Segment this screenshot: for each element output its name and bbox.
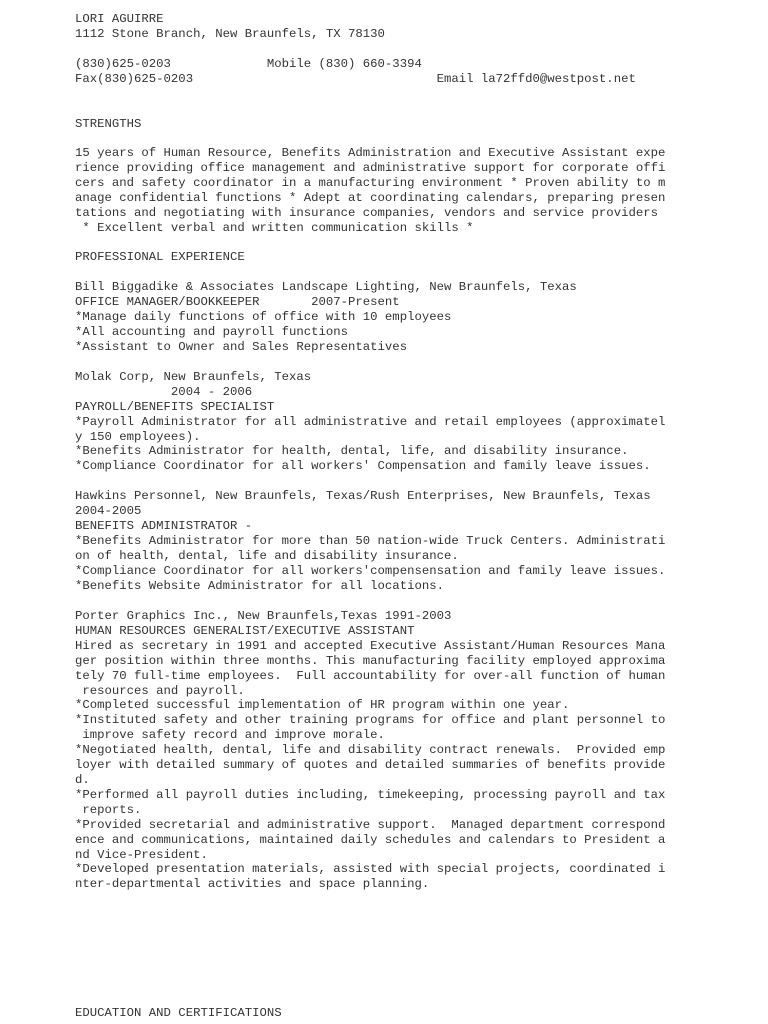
job-dates: 2004-2005 — [75, 504, 142, 518]
education-heading: EDUCATION AND CERTIFICATIONS — [75, 1006, 282, 1020]
job-detail: *Compliance Coordinator for all workers'compensensation and family leave issues. — [75, 564, 666, 578]
job-employer: Hawkins Personnel, New Braunfels, Texas/Rush Enterprises, New Braunfels, Texas — [75, 489, 651, 503]
job-title: OFFICE MANAGER/BOOKKEEPER 2007-Present — [75, 295, 400, 309]
job-dates: 2004 - 2006 — [75, 385, 253, 399]
job-detail: *Instituted safety and other training programs for office and plant personnel to — [75, 713, 666, 727]
job-detail: *Performed all payroll duties including, timekeeping, processing payroll and tax — [75, 788, 666, 802]
job-detail: ger position within three months. This manufacturing facility employed approxima — [75, 654, 666, 668]
job-detail: loyer with detailed summary of quotes and detailed summaries of benefits provide — [75, 758, 666, 772]
job-detail: tely 70 full-time employees. Full accountability for over-all function of human — [75, 669, 666, 683]
job-detail: on of health, dental, life and disability insurance. — [75, 549, 459, 563]
job-detail: nd Vice-President. — [75, 848, 208, 862]
job-detail: nter-departmental activities and space planning. — [75, 877, 430, 891]
strengths-line: rience providing office management and administrative support for corporate offi — [75, 161, 666, 175]
strengths-line: * Excellent verbal and written communication skills * — [75, 221, 474, 235]
job-detail: *Assistant to Owner and Sales Representatives — [75, 340, 408, 354]
job-detail: *Manage daily functions of office with 10 employees — [75, 310, 452, 324]
job-title: BENEFITS ADMINISTRATOR - — [75, 519, 253, 533]
job-employer: Porter Graphics Inc., New Braunfels,Texas 1991-2003 — [75, 609, 452, 623]
job-employer: Molak Corp, New Braunfels, Texas — [75, 370, 312, 384]
strengths-line: 15 years of Human Resource, Benefits Administration and Executive Assistant expe — [75, 146, 666, 160]
job-title: HUMAN RESOURCES GENERALIST/EXECUTIVE ASSISTANT — [75, 624, 415, 638]
phone-mobile-line: (830)625-0203 Mobile (830) 660-3394 — [75, 57, 422, 71]
strengths-heading: STRENGTHS — [75, 117, 142, 131]
job-detail: *Compliance Coordinator for all workers' Compensation and family leave issues. — [75, 459, 651, 473]
job-detail: reports. — [75, 803, 142, 817]
job-detail: *Developed presentation materials, assisted with special projects, coordinated i — [75, 862, 666, 876]
job-detail: *Negotiated health, dental, life and disability contract renewals. Provided emp — [75, 743, 666, 757]
job-detail: *Benefits Administrator for more than 50 nation-wide Truck Centers. Administrati — [75, 534, 666, 548]
job-title: PAYROLL/BENEFITS SPECIALIST — [75, 400, 275, 414]
job-detail: ence and communications, maintained daily schedules and calendars to President a — [75, 833, 666, 847]
job-employer: Bill Biggadike & Associates Landscape Lighting, New Braunfels, Texas — [75, 280, 577, 294]
job-detail: *Benefits Administrator for health, dental, life, and disability insurance. — [75, 444, 629, 458]
strengths-line: anage confidential functions * Adept at coordinating calendars, preparing presen — [75, 191, 666, 205]
job-detail: *Completed successful implementation of HR program within one year. — [75, 698, 570, 712]
job-detail: *Payroll Administrator for all administrative and retail employees (approximatel — [75, 415, 666, 429]
applicant-address: 1112 Stone Branch, New Braunfels, TX 78130 — [75, 27, 385, 41]
fax-email-line: Fax(830)625-0203 Email la72ffd0@westpost.net — [75, 72, 636, 86]
job-detail: d. — [75, 773, 90, 787]
job-detail: *All accounting and payroll functions — [75, 325, 349, 339]
job-detail: *Provided secretarial and administrative support. Managed department correspond — [75, 818, 666, 832]
strengths-line: cers and safety coordinator in a manufacturing environment * Proven ability to m — [75, 176, 666, 190]
job-detail: Hired as secretary in 1991 and accepted Executive Assistant/Human Resources Mana — [75, 639, 666, 653]
applicant-name: LORI AGUIRRE — [75, 12, 164, 26]
job-detail: y 150 employees). — [75, 430, 201, 444]
experience-heading: PROFESSIONAL EXPERIENCE — [75, 250, 245, 264]
job-detail: *Benefits Website Administrator for all locations. — [75, 579, 444, 593]
job-detail: resources and payroll. — [75, 684, 245, 698]
strengths-line: tations and negotiating with insurance companies, vendors and service providers — [75, 206, 658, 220]
job-detail: improve safety record and improve morale. — [75, 728, 385, 742]
